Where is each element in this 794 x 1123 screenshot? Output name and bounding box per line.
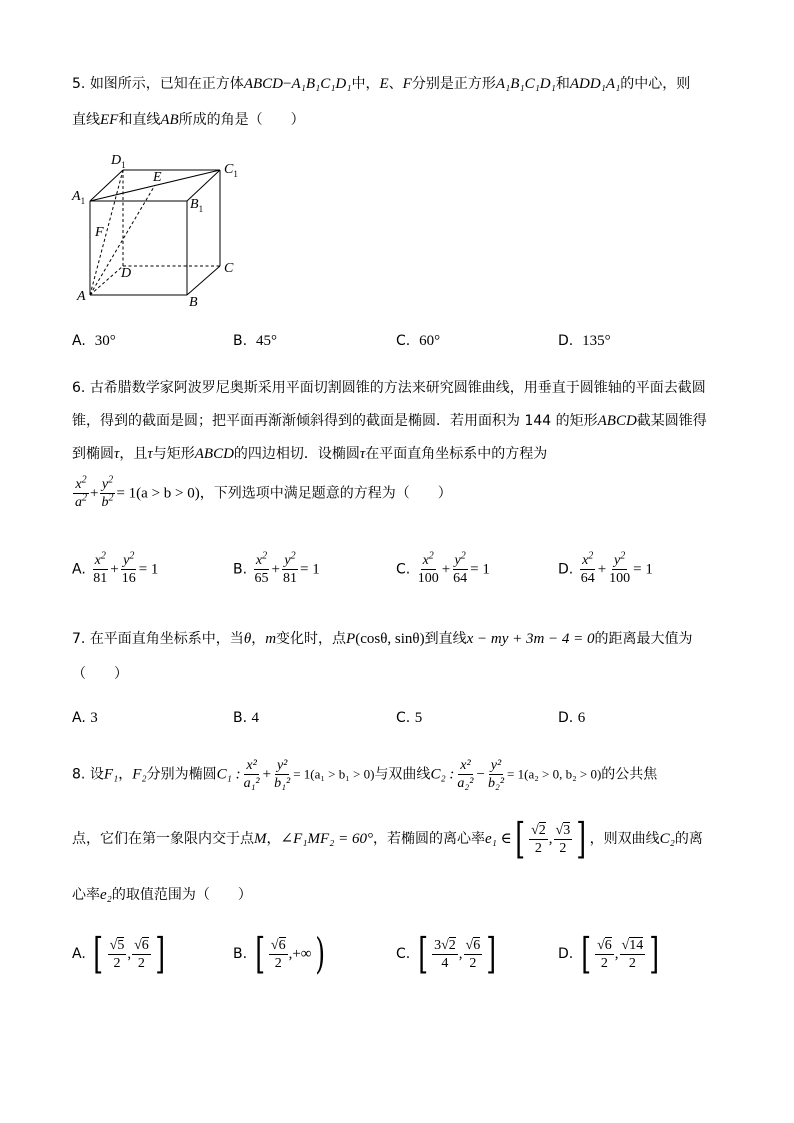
label-c: C <box>224 261 234 276</box>
label-b: B <box>189 295 198 310</box>
eq-frac-y: $\frac{y^2}{b^2}$ <box>101 474 114 510</box>
label-e: E <box>153 170 162 185</box>
q8-option-a[interactable]: A. [ $\frac{√5}{2}$ , $\frac{√6}{2}$ ] <box>72 929 165 978</box>
q7-option-b[interactable]: B. 4 <box>233 710 260 726</box>
q6-option-c[interactable]: C. $\frac{x^2}{100}$ + $\frac{y^2}{64}$ = 1 <box>396 550 490 586</box>
q6-option-b[interactable]: B. $\frac{x^2}{65}$ + $\frac{y^2}{81}$ = 1 <box>233 550 320 586</box>
q7-line2: （ ） <box>72 666 128 682</box>
q6-option-a[interactable]: A. $\frac{x^2}{81}$ + $\frac{y^2}{16}$ = 1 <box>72 550 159 586</box>
q7-option-a[interactable]: A. 3 <box>72 710 98 726</box>
q8-option-c[interactable]: C. [ $\frac{3√2}{4}$ , $\frac{√6}{2}$ ] <box>396 929 497 978</box>
q6-line2: 锥，得到的截面是圆；把平面再渐渐倾斜得到的截面是椭圆．若用面积为 144 的矩形ABCD截某圆锥得 <box>72 413 707 429</box>
label-d: D <box>121 266 132 281</box>
q6-line3: 到椭圆τ，且τ与矩形ABCD的四边相切．设椭圆τ在平面直角坐标系中的方程为 <box>72 446 548 462</box>
q6-equation-line: $\frac{x^2}{a^2}$ + $\frac{y^2}{b^2}$ = 1(a > b > 0)，下列选项中满足题意的方程为（ ） <box>75 474 452 510</box>
q7-option-d[interactable]: D. 6 <box>558 710 586 726</box>
hidden-a-d <box>90 266 123 295</box>
q5-line1: 5. 如图所示，已知在正方体ABCD−A₁B₁C₁D₁中，E、F分别是正方形A₁B₁C₁D₁和ADD₁A₁的中心，则 <box>72 76 691 92</box>
q6-line1: 6. 古希腊数学家阿波罗尼奥斯采用平面切割圆锥的方法来研究圆锥曲线，用垂直于圆锥轴的平面去截圆 <box>72 380 706 396</box>
q6-option-d[interactable]: D. $\frac{x^2}{64}$ + $\frac{y^2}{100}$ = 1 <box>558 550 653 586</box>
cube-figure <box>70 148 250 313</box>
label-c1: $C_1$ <box>224 162 238 179</box>
edge-c-b <box>187 266 220 295</box>
q8-option-b[interactable]: B. [ $\frac{√6}{2}$ ,+∞) <box>233 929 325 978</box>
q8-line2: 点，它们在第一象限内交于点M，∠F₁MF₂ = 60°，若椭圆的离心率e₁ ∈[ $\frac{√2}{2}$ , $\frac{√3}{2}$ ] ，则双曲线C₂的离 <box>72 814 703 863</box>
label-b1: $B_1$ <box>190 197 204 214</box>
q7-option-c[interactable]: C. 5 <box>396 710 423 726</box>
label-f: F <box>95 225 104 240</box>
q5-option-c[interactable]: C. 60° <box>396 333 441 349</box>
edge-a1-d1 <box>90 170 123 201</box>
q5-option-a[interactable]: A. 30° <box>72 333 116 349</box>
q5-line2: 直线EF和直线AB所成的角是（ ） <box>72 112 305 128</box>
q8-line1: 8. 设F₁，F₂分别为椭圆C₁ : $\frac{\text{x²}}{\text{a₁²}}$ + $\frac{\text{y²}}{\text{b₁²}}$ = 1(a₁ > b₁ > 0)与双曲线C₂ : $\frac{\text{x²}}{\text{a₂²}}$ − $\frac{\text{y²}}{\text{b₂²}}$ = 1(a₂ > 0, b₂ > 0)的公共焦 <box>72 758 658 791</box>
q5-option-b[interactable]: B. 45° <box>233 333 277 349</box>
q8-line3: 心率e₂的取值范围为（ ） <box>72 887 252 903</box>
q5-option-d[interactable]: D. 135° <box>558 333 611 349</box>
label-a1: $A_1$ <box>72 189 86 206</box>
q7-line1: 7. 在平面直角坐标系中，当θ，m变化时，点P(cosθ, sinθ)到直线x − my + 3m − 4 = 0的距离最大值为 <box>72 631 693 647</box>
label-a: A <box>77 289 86 304</box>
eq-frac-x: $\frac{x^2}{a^2}$ <box>75 474 87 510</box>
label-d1: $D_1$ <box>111 153 126 170</box>
q8-option-d[interactable]: D. [ $\frac{√6}{2}$ , $\frac{√14}{2}$ ] <box>558 929 660 978</box>
